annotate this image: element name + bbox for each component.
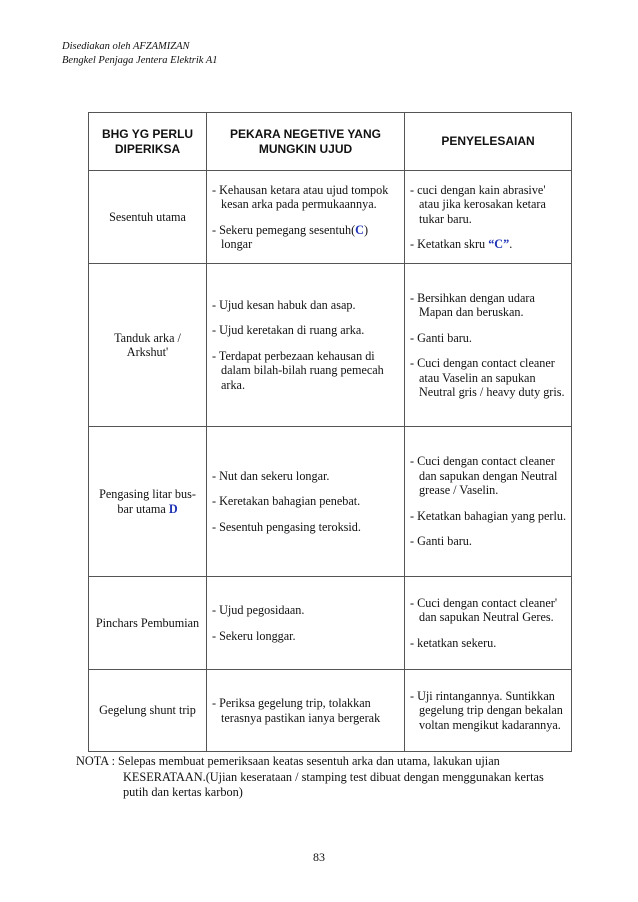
row-problems-cell — [207, 427, 405, 577]
problem-item: - Nut dan sekeru longar. — [212, 468, 330, 483]
row-part-cell: Tanduk arka / Arkshut' — [89, 264, 207, 427]
problem-item: - Sesentuh pengasing teroksid. — [212, 519, 361, 534]
highlight-letter-d: D — [168, 501, 178, 516]
note-line-2: KESERATAAN.(Ujian keserataan / stamping test dibuat dengan menggunakan kertas — [123, 769, 544, 784]
row-solutions-cell — [405, 670, 572, 752]
problem-item: - Keretakan bahagian penebat. — [212, 494, 361, 509]
column-header-part: BHG YG PERLU DIPERIKSA — [89, 113, 207, 171]
table-header-row — [89, 113, 572, 171]
row-part-cell: Sesentuh utama — [89, 171, 207, 264]
row-part-cell: Gegelung shunt trip — [89, 670, 207, 752]
solution-item: - Ketatkan bahagian yang perlu. — [410, 508, 567, 523]
row-part-cell: Pinchars Pembumian — [89, 577, 207, 670]
column-header-solution: PENYELESAIAN — [405, 113, 572, 171]
problem-item: - Periksa gegelung trip, tolakkan terasnya pastikan ianya bergerak — [212, 696, 381, 725]
solution-item: - Uji rintangannya. Suntikkan gegelung trip dengan bekalan voltan mengikut kadarannya. — [410, 688, 563, 732]
document-header — [62, 40, 218, 68]
solution-item: - Ganti baru. — [410, 534, 472, 549]
problem-item: - Terdapat perbezaan kehausan di dalam bilah-bilah ruang pemecah arka. — [212, 348, 384, 392]
row-solutions-cell — [405, 171, 572, 264]
column-header-problem: PEKARA NEGETIVE YANG MUNGKIN UJUD — [207, 113, 405, 171]
row-problems-cell — [207, 577, 405, 670]
row-solutions-cell — [405, 427, 572, 577]
problem-item: - Ujud keretakan di ruang arka. — [212, 323, 365, 338]
solution-item: - cuci dengan kain abrasive' atau jika kerosakan ketara tukar baru. — [410, 182, 546, 226]
highlight-letter-c: C — [355, 222, 364, 237]
solution-item: - Ketatkan skru “C”. — [410, 237, 513, 251]
solution-item: - Cuci dengan contact cleaner' dan sapukan Neutral Geres. — [410, 595, 558, 625]
page-number: 83 — [313, 850, 325, 864]
row-solutions-cell — [405, 577, 572, 670]
row-problems-cell — [207, 171, 405, 264]
problem-item: - Kehausan ketara atau ujud tompok kesan arka pada permukaannya. — [212, 182, 389, 211]
note-block — [76, 754, 576, 801]
inspection-table — [88, 112, 572, 752]
problem-item: - Ujud kesan habuk dan asap. — [212, 297, 356, 312]
row-problems-cell — [207, 264, 405, 427]
row-problems-cell — [207, 670, 405, 752]
note-line-3: putih dan kertas karbon) — [123, 785, 243, 799]
header-workshop: Bengkel Penjaga Jentera Elektrik A1 — [62, 55, 218, 66]
solution-item: - Ganti baru. — [410, 330, 472, 345]
row-solutions-cell — [405, 264, 572, 427]
problem-item: - Sekeru longgar. — [212, 628, 296, 643]
solution-item: - Cuci dengan contact cleaner atau Vaselin an sapukan Neutral gris / heavy duty gris. — [410, 356, 565, 399]
solution-item: - Cuci dengan contact cleaner dan sapukan dengan Neutral grease / Vaselin. — [410, 454, 558, 498]
table-row — [89, 264, 572, 427]
table-row — [89, 577, 572, 670]
table-row — [89, 171, 572, 264]
solution-item: - ketatkan sekeru. — [410, 635, 497, 650]
highlight-quote-c: “C” — [488, 237, 510, 251]
row-part-cell: Pengasing litar bus-bar utama D — [89, 427, 207, 577]
table-row — [89, 670, 572, 752]
problem-item: - Ujud pegosidaan. — [212, 603, 305, 617]
solution-item: - Bersihkan dengan udara Mapan dan beruskan. — [410, 290, 535, 319]
table-row — [89, 427, 572, 577]
problem-item: - Sekeru pemegang sesentuh(C) longar — [212, 222, 369, 251]
header-author: Disediakan oleh AFZAMIZAN — [62, 41, 190, 52]
note-line-1: NOTA : Selepas membuat pemeriksaan keatas sesentuh arka dan utama, lakukan ujian — [76, 754, 500, 768]
